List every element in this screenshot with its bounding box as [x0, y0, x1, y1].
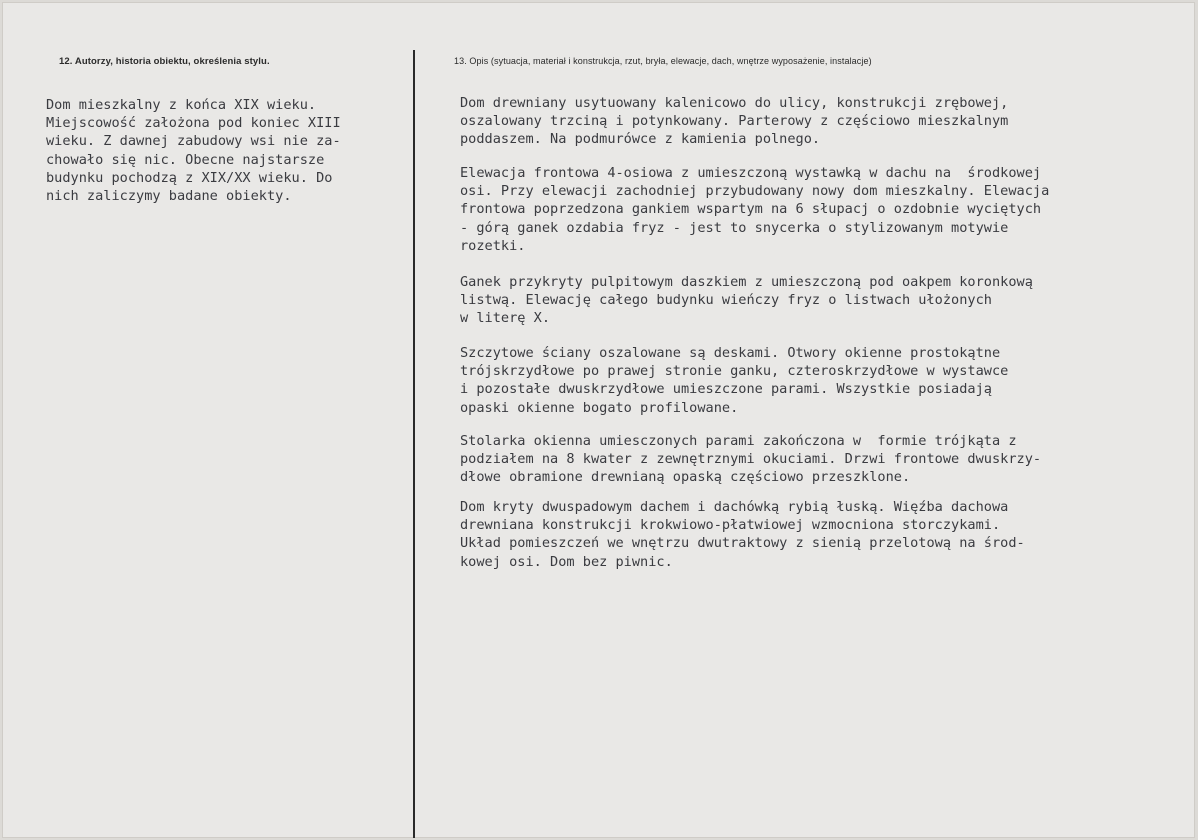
heading-authors-history: 12. Autorzy, historia obiektu, określenia stylu. [59, 56, 270, 67]
description-line: Szczytowe ściany oszalowane są deskami. Otwory okienne prostokątne [460, 345, 1001, 361]
description-paragraph-1 [460, 94, 1008, 149]
description-line: listwą. Elewację całego budynku wieńczy fryz o listwach ułożonych [460, 292, 992, 309]
column-divider [413, 50, 415, 838]
history-text [46, 96, 341, 205]
history-line: wieku. Z dawnej zabudowy wsi nie za- [46, 133, 341, 150]
description-line: - górą ganek ozdabia fryz - jest to snycerka o stylizowanym motywie [460, 219, 1009, 236]
description-line: Ganek przykryty pulpitowym daszkiem z umieszczoną pod oakpem koronkową [460, 274, 1033, 290]
description-line: Stolarka okienna umiesczonych parami zakończona w formie trójkąta z [460, 433, 1017, 449]
description-line: Dom kryty dwuspadowym dachem i dachówką rybią łuską. Więźba dachowa [460, 499, 1009, 515]
heading-description: 13. Opis (sytuacja, materiał i konstrukcja, rzut, bryła, elewacje, dach, wnętrze wyposażenie, instalacje) [454, 56, 872, 66]
description-paragraph-3 [460, 273, 1033, 328]
description-line: Układ pomieszczeń we wnętrzu dwutraktowy z sienią przelotową na środ- [460, 535, 1025, 552]
description-line: opaski okienne bogato profilowane. [460, 399, 739, 416]
document-sheet [2, 2, 1195, 838]
description-line: w literę X. [460, 310, 551, 327]
description-paragraph-5 [460, 432, 1041, 487]
description-paragraph-4 [460, 344, 1008, 417]
history-line: chowało się nic. Obecne najstarsze [46, 151, 325, 168]
history-line: nich zaliczymy badane obiekty. [46, 188, 292, 205]
description-line: oszalowany trzciną i potynkowany. Parterowy z częściowo mieszkalnym [460, 113, 1009, 130]
description-line: trójskrzydłowe po prawej stronie ganku, czteroskrzydłowe w wystawce [460, 363, 1009, 380]
description-paragraph-2 [460, 164, 1049, 255]
history-line: Dom mieszkalny z końca XIX wieku. [46, 97, 317, 113]
description-line: drewniana konstrukcji krokwiowo-płatwiowej wzmocniona storczykami. [460, 517, 1001, 534]
description-line: i pozostałe dwuskrzydłowe umieszczone parami. Wszystkie posiadają [460, 381, 992, 398]
description-line: podziałem na 8 kwater z zewnętrznymi okuciami. Drzwi frontowe dwuskrzy- [460, 451, 1042, 468]
description-paragraph-6 [460, 498, 1025, 571]
description-line: poddaszem. Na podmurówce z kamienia polnego. [460, 131, 821, 148]
description-line: Elewacja frontowa 4-osiowa z umieszczoną wystawką w dachu na środkowej [460, 165, 1042, 181]
description-line: frontowa poprzedzona gankiem wspartym na 6 słupacj o ozdobnie wyciętych [460, 201, 1042, 218]
description-line: Dom drewniany usytuowany kalenicowo do ulicy, konstrukcji zrębowej, [460, 95, 1009, 111]
history-line: Miejscowość założona pod koniec XIII [46, 115, 341, 132]
description-line: kowej osi. Dom bez piwnic. [460, 553, 673, 570]
description-line: dłowe obramione drewnianą opaską częściowo przeszklone. [460, 469, 911, 486]
history-line: budynku pochodzą z XIX/XX wieku. Do [46, 169, 333, 186]
description-line: rozetki. [460, 237, 526, 254]
description-line: osi. Przy elewacji zachodniej przybudowany nowy dom mieszkalny. Elewacja [460, 183, 1050, 200]
